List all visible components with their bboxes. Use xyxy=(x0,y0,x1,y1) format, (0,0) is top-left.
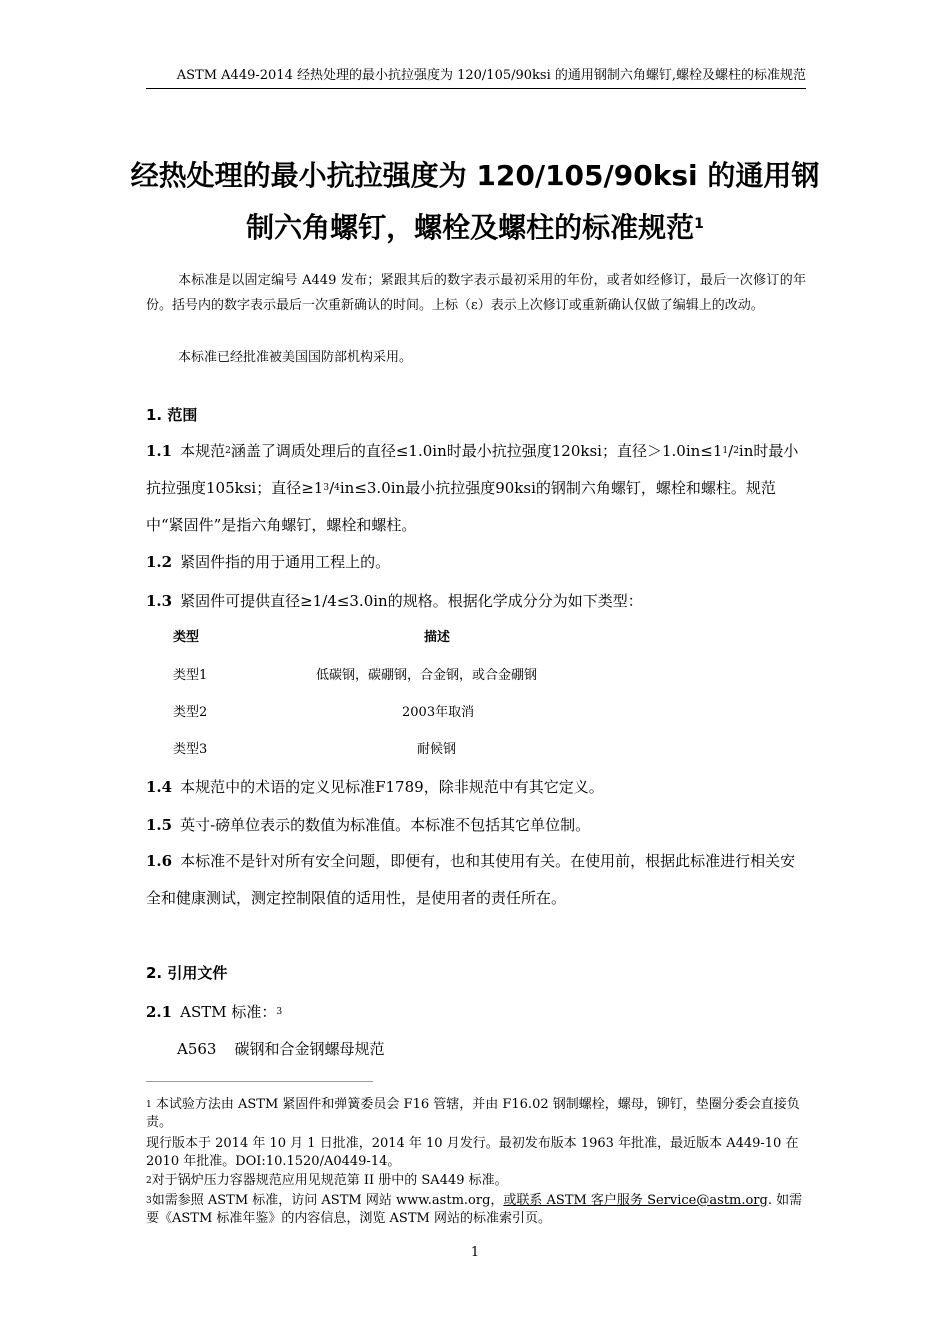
clause-text: 紧固件可提供直径≥1/4≤3.0in的规格。根据化学成分分为如下类型： xyxy=(180,592,643,610)
referenced-standard xyxy=(177,1031,677,1068)
footnote-ref-3: 3 xyxy=(276,1007,283,1017)
footnote-2 xyxy=(146,1172,806,1190)
title-footnote-ref: 1 xyxy=(694,216,704,232)
page-number: 1 xyxy=(470,1245,480,1260)
fraction-slash: / xyxy=(728,442,734,460)
clause-text: 紧固件指的用于通用工程上的。 xyxy=(180,553,391,571)
fraction-denominator: 4 xyxy=(334,483,340,493)
type-column-header: 类型 xyxy=(173,630,200,645)
type-cell: 类型3 xyxy=(173,742,208,757)
footnote-text: 对于锅炉压力容器规范应用见规范第 II 册中的 SA449 标准。 xyxy=(151,1173,508,1188)
footnote-1 xyxy=(146,1096,806,1132)
footnote-3 xyxy=(146,1192,806,1228)
running-header: ASTM A449-2014 经热处理的最小抗拉强度为 120/105/90ksi 的通用钢制六角螺钉,螺栓及螺柱的标准规范 xyxy=(146,66,806,89)
clause-1-3 xyxy=(146,583,806,620)
description-column-header: 描述 xyxy=(424,630,451,645)
clause-1-6 xyxy=(146,843,806,917)
footnote-text: . 如需要《ASTM 标准年鉴》的内容信息，浏览 ASTM 网站的标准索引页。 xyxy=(146,1193,803,1226)
clause-1-1 xyxy=(146,433,806,544)
document-title-line2 xyxy=(100,210,850,246)
clause-text-b: 涵盖了调质处理后的直径≤1.0in时最小抗拉强度120ksi；直径＞1.0in≤1 xyxy=(230,442,723,460)
type-cell: 类型2 xyxy=(173,705,208,720)
fraction-denominator: 2 xyxy=(733,446,739,456)
clause-text-c: in时最小抗拉强度105ksi；直径≥1 xyxy=(146,442,799,497)
document-title-line1: 经热处理的最小抗拉强度为 120/105/90ksi 的通用钢 xyxy=(130,159,820,192)
fraction-slash: / xyxy=(329,479,335,497)
fraction-numerator: 1 xyxy=(722,446,729,456)
clause-text: ASTM 标准： xyxy=(180,1003,277,1021)
description-cell: 2003年取消 xyxy=(402,705,475,720)
footnote-mark: 3 xyxy=(146,1196,152,1206)
footnote-1-continued: 现行版本于 2014 年 10 月 1 日批准，2014 年 10 月发行。最初发布版本 1963 年批准，最近版本 A449-10 在 2010 年批准。DOI:10.1520/A0449-14。 xyxy=(146,1136,799,1169)
clause-number: 2.1 xyxy=(146,1003,173,1021)
clause-text: 本标准不是针对所有安全问题，即便有，也和其使用有关。在使用前，根据此标准进行相关安全和健康测试，测定控制限值的适用性，是使用者的责任所在。 xyxy=(146,852,796,907)
clause-number: 1.3 xyxy=(146,592,173,610)
type-cell: 类型1 xyxy=(173,668,208,683)
footnote-mark: 2 xyxy=(146,1176,152,1186)
footnote-text: 本试验方法由 ASTM 紧固件和弹簧委员会 F16 管辖，并由 F16.02 钢制螺栓，螺母，铆钉，垫圈分委会直接负责。 xyxy=(146,1097,800,1130)
description-cell: 低碳钢，碳硼钢，合金钢，或合金硼钢 xyxy=(316,668,538,683)
clause-number: 1.6 xyxy=(146,852,173,870)
footnote-mark: 1 xyxy=(146,1100,152,1110)
clause-text-a: 本规范 xyxy=(180,442,226,460)
customer-service-link[interactable]: 或联系 ASTM 客户服务 Service@astm.org xyxy=(503,1193,768,1208)
clause-text: 英寸-磅单位表示的数值为标准值。本标准不包括其它单位制。 xyxy=(180,816,591,834)
clause-text-d: in≤3.0in最小抗拉强度90ksi的钢制六角螺钉，螺栓和螺柱。规范中“紧固件”是指六角螺钉，螺栓和螺柱。 xyxy=(146,479,776,534)
footnote-ref-2: 2 xyxy=(225,446,231,456)
footnote-text: 如需参照 ASTM 标准，访问 ASTM 网站 www.astm.org， xyxy=(151,1193,504,1208)
title-text: 制六角螺钉，螺栓及螺柱的标准规范 xyxy=(246,211,695,244)
section-2-heading: 2. 引用文件 xyxy=(146,964,228,982)
abstract-paragraph: 本标准是以固定编号 A449 发布；紧跟其后的数字表示最初采用的年份，或者如经修订，最后一次修订的年份。括号内的数字表示最后一次重新确认的时间。上标（ε）表示上次修订或重新确认仅做了编辑上的改动。 xyxy=(146,273,806,313)
clause-number: 1.1 xyxy=(146,442,173,460)
clause-2-1 xyxy=(146,994,806,1031)
clause-number: 1.2 xyxy=(146,553,173,571)
standard-title: 碳钢和合金钢螺母规范 xyxy=(234,1040,385,1058)
clause-1-2 xyxy=(146,544,806,581)
footnote-separator xyxy=(146,1081,373,1082)
clause-number: 1.5 xyxy=(146,816,173,834)
description-cell: 耐候钢 xyxy=(417,742,457,757)
clause-number: 1.4 xyxy=(146,778,173,796)
fraction-numerator: 3 xyxy=(323,483,330,493)
clause-1-4 xyxy=(146,769,806,806)
section-1-heading: 1. 范围 xyxy=(146,406,198,424)
standard-code: A563 xyxy=(177,1040,217,1058)
clause-text: 本规范中的术语的定义见标准F1789，除非规范中有其它定义。 xyxy=(180,778,604,796)
adoption-note: 本标准已经批准被美国国防部机构采用。 xyxy=(178,350,413,365)
clause-1-5 xyxy=(146,807,806,844)
